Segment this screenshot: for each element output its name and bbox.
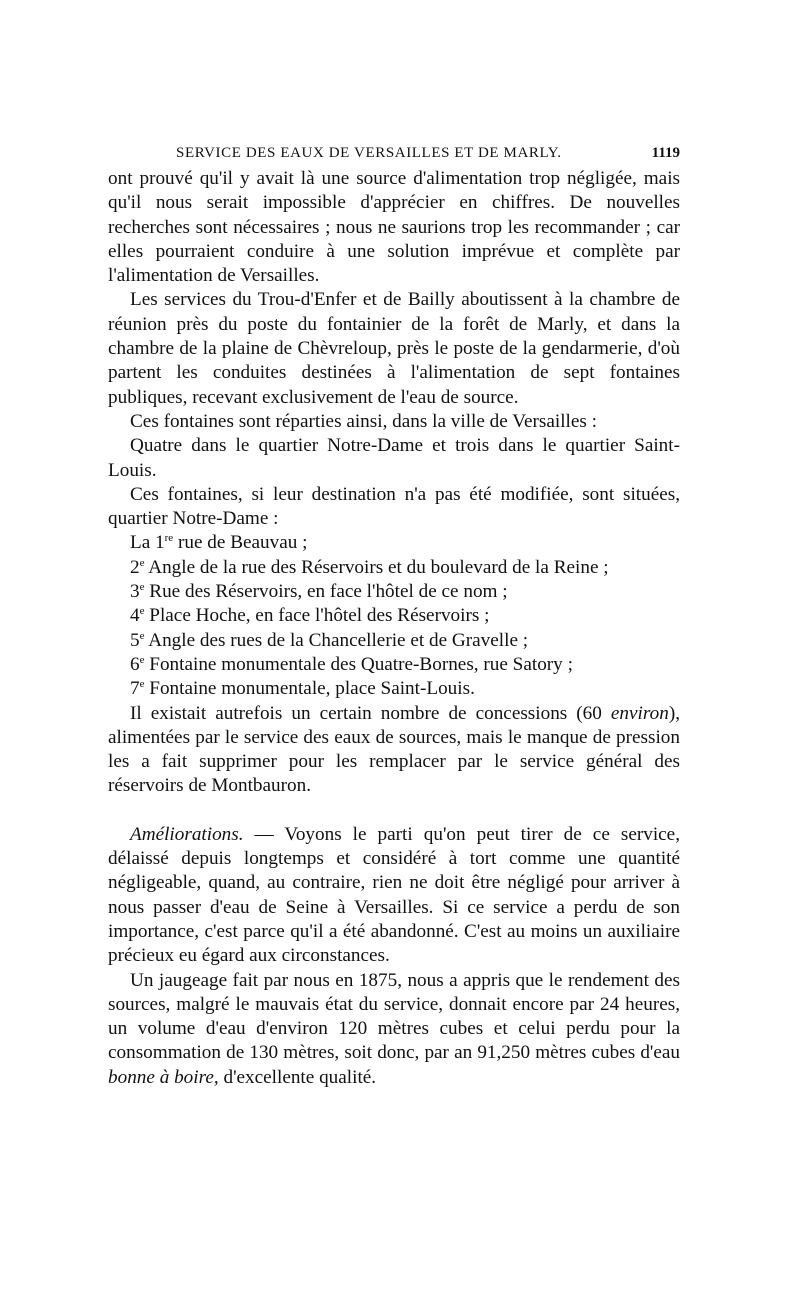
list-text: Rue des Réservoirs, en face l'hôtel de ce nom ; xyxy=(149,581,508,603)
paragraph-quartiers: Quatre dans le quartier Notre-Dame et trois dans le quartier Saint-Louis. xyxy=(108,435,680,481)
fountain-list-item xyxy=(108,556,680,580)
list-number: 6 xyxy=(130,653,140,675)
list-ordinal: e xyxy=(139,605,145,618)
list-text: Angle de la rue des Réservoirs et du boulevard de la Reine ; xyxy=(148,556,609,578)
fountain-list-item xyxy=(108,629,680,653)
list-text: Angle des rues de la Chancellerie et de Gravelle ; xyxy=(148,629,529,651)
section-gap xyxy=(108,799,680,823)
list-text: Place Hoche, en face l'hôtel des Réservoirs ; xyxy=(149,605,490,627)
fountain-list-item xyxy=(108,604,680,628)
list-number: 7 xyxy=(130,678,140,700)
running-header xyxy=(176,145,680,167)
page-number: 1119 xyxy=(651,145,680,161)
list-number: 1 xyxy=(155,532,165,554)
paragraph-situees: Ces fontaines, si leur destination n'a pas été modifiée, sont situées, quartier Notre-Dame : xyxy=(108,483,680,530)
list-text: Fontaine monumentale, place Saint-Louis. xyxy=(149,678,475,700)
list-ordinal: e xyxy=(139,653,145,666)
paragraph-continued: ont prouvé qu'il y avait là une source d'alimentation trop négligée, mais qu'il nous serait impossible d'apprécier en chiffres. De nouvelles recherches sont nécessaires ; nous ne saurions trop les recommander ; car elles pourraient conduire à une solution imprévue et complète par l'alimentation de Versailles. xyxy=(108,168,680,287)
document-page xyxy=(108,145,680,1090)
page-body xyxy=(108,167,680,1090)
list-number: 4 xyxy=(130,605,140,627)
fountain-list-item xyxy=(108,580,680,604)
list-ordinal: e xyxy=(139,678,145,691)
list-number: 3 xyxy=(130,581,140,603)
running-title: SERVICE DES EAUX DE VERSAILLES ET DE MARLY. xyxy=(176,145,562,161)
list-prefix: La xyxy=(130,532,151,554)
list-number: 5 xyxy=(130,629,140,651)
list-number: 2 xyxy=(130,556,140,578)
list-text: Fontaine monumentale des Quatre-Bornes, rue Satory ; xyxy=(149,653,573,675)
list-ordinal: e xyxy=(139,629,145,642)
paragraph-repartition: Ces fontaines sont réparties ainsi, dans la ville de Versailles : xyxy=(130,410,597,432)
fountain-list-item xyxy=(108,677,680,701)
list-ordinal: e xyxy=(139,556,145,569)
list-text: rue de Beauvau ; xyxy=(177,532,308,554)
list-ordinal: e xyxy=(139,581,145,594)
paragraph-services: Les services du Trou-d'Enfer et de Bailly aboutissent à la chambre de réunion près du poste du fontainier de la forêt de Marly, et dans la chambre de la plaine de Chèvreloup, près le poste de la gendarmerie, d'où partent les conduites destinées à l'alimentation de sept fontaines publiques, recevant exclusivement de l'eau de source. xyxy=(108,289,680,408)
paragraph-jaugeage: Un jaugeage fait par nous en 1875, nous a appris que le rendement des sources, malgré le mauvais état du service, donnait encore par 24 heures, un volume d'eau d'environ 120 mètres cubes et celui perdu pour la consommation de 130 mètres, soit donc, par an 91,250 mètres cubes d'eau bonne à boire, d'excellente qualité. xyxy=(108,969,680,1088)
fountain-list-item xyxy=(108,531,680,555)
section-heading: Améliorations. xyxy=(130,823,244,845)
paragraph-concessions: Il existait autrefois un certain nombre de concessions (60 environ), alimentées par le service des eaux de sources, mais le manque de pression les a fait supprimer pour les remplacer par le service général des réservoirs de Montbauron. xyxy=(108,702,680,797)
list-ordinal: re xyxy=(164,532,174,545)
fountain-list-item xyxy=(108,653,680,677)
paragraph-ameliorations: Améliorations. — Voyons le parti qu'on peut tirer de ce service, délaissé depuis longtemps et considéré à tort comme une quantité négligeable, quand, au contraire, rien ne doit être négligé pour arriver à nous passer d'eau de Seine à Versailles. Si ce service a perdu de son importance, c'est parce qu'il a été abandonné. C'est au moins un auxiliaire précieux eu égard aux circonstances. xyxy=(108,823,680,967)
